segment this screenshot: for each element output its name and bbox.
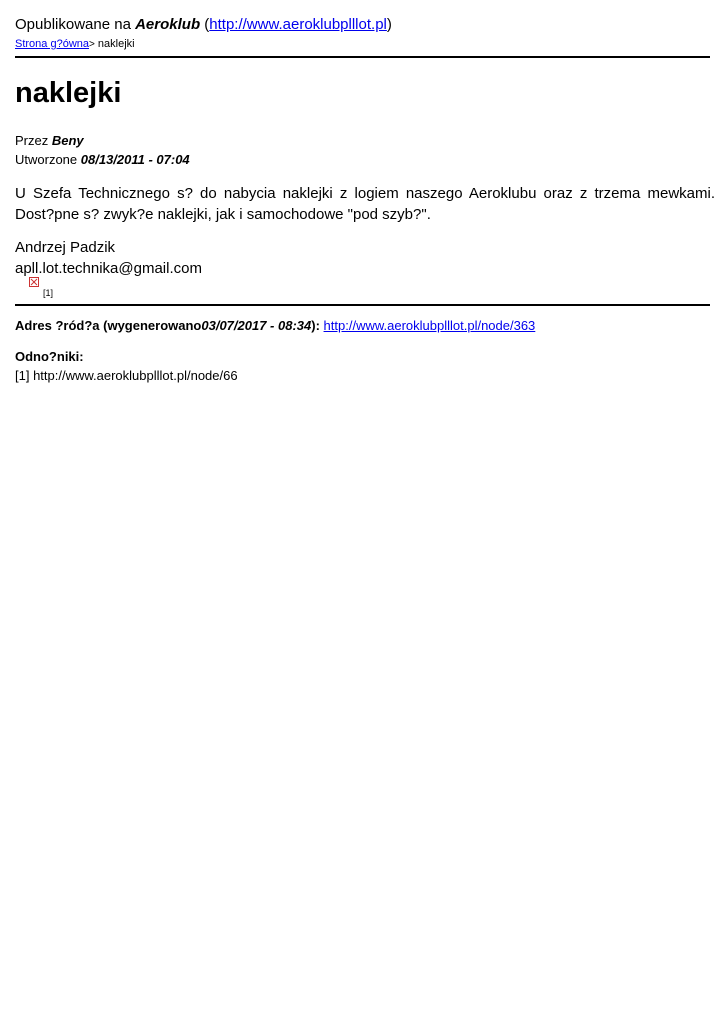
broken-image-icon[interactable] [29, 277, 39, 287]
breadcrumb-separator: > [89, 39, 95, 50]
author-label: Przez [15, 133, 49, 148]
close-paren: ) [386, 16, 392, 33]
source-close: ): [311, 318, 320, 333]
header-divider [15, 56, 710, 58]
published-prefix: Opublikowane na [15, 16, 131, 33]
references-heading: Odno?niki: [15, 349, 84, 364]
created-date: 08/13/2011 - 07:04 [80, 152, 190, 167]
created-line [15, 152, 190, 167]
site-url-link[interactable]: http://www.aeroklubplllot.pl [209, 16, 387, 33]
source-label: Adres ?ród?a (wygenerowano [15, 318, 202, 333]
breadcrumb-home-link[interactable]: Strona g?ówna [15, 38, 89, 50]
breadcrumb [15, 38, 135, 50]
footer-divider [15, 304, 710, 306]
site-name: Aeroklub [135, 16, 201, 33]
source-date: 03/07/2017 - 08:34 [201, 318, 312, 333]
source-address-line [15, 318, 535, 333]
author-name: Beny [51, 133, 84, 148]
reference-item: [1] http://www.aeroklubplllot.pl/node/66 [15, 368, 238, 383]
article-body: U Szefa Technicznego s? do nabycia naklejki z logiem naszego Aeroklubu oraz z trzema mewkami. Dost?pne s? zwyk?e naklejki, jak i samochodowe "pod szyb?". [15, 185, 715, 223]
breadcrumb-current: naklejki [97, 38, 135, 50]
created-label: Utworzone [15, 152, 78, 167]
signature-email: apll.lot.technika@gmail.com [15, 260, 202, 277]
open-paren: ( [200, 16, 210, 33]
author-line [15, 133, 84, 148]
image-reference-marker: [1] [43, 288, 54, 298]
page-title: naklejki [15, 77, 122, 109]
signature-name: Andrzej Padzik [15, 239, 116, 256]
published-on-line [15, 16, 392, 33]
source-url-link[interactable]: http://www.aeroklubplllot.pl/node/363 [323, 318, 536, 333]
